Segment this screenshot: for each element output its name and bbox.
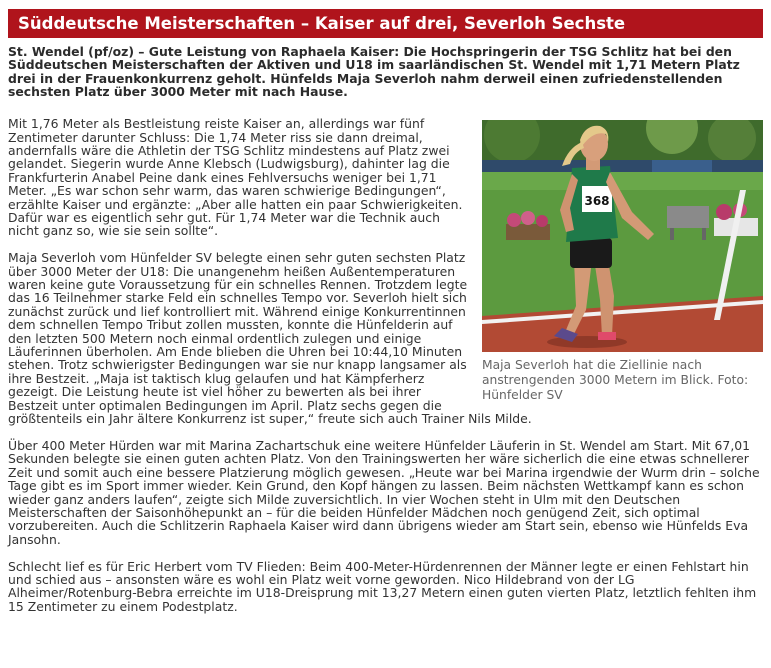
article-body (8, 117, 763, 613)
photo-caption: Maja Severloh hat die Ziellinie nach anstrengenden 3000 Metern im Blick. Foto: Hünfelder SV (482, 358, 749, 403)
article-page (0, 9, 771, 668)
article-lead: St. Wendel (pf/oz) – Gute Leistung von Raphaela Kaiser: Die Hochspringerin der TSG Schlitz hat bei den Süddeutschen Meisterschaften der Aktiven und U18 im saarländischen St. Wendel mit 1,71 Metern Platz drei in der Frauenkonkurrenz geholt. Hünfelds Maja Severloh nahm derweil einen zufriedenstellenden sechsten Platz über 3000 Meter mit nach Hause. (8, 44, 740, 99)
bib-number: 368 (584, 194, 610, 209)
article-photo[interactable] (482, 120, 763, 352)
article-headline: Süddeutsche Meisterschaften – Kaiser auf drei, Severloh Sechste (8, 9, 763, 38)
paragraph-1: Mit 1,76 Meter als Bestleistung reiste Kaiser an, allerdings war fünf Zentimeter darunter Schluss: Die 1,74 Meter riss sie dann dreimal, andernfalls wäre die Athletin der TSG Schlitz mindestens auf Platz zwei gelandet. Siegerin wurde Anne Klebsch (Ludwigsburg), dahinter lag die Frankfurterin Anabel Peine dank eines Fehlversuchs weniger bei 1,71 Meter. „Es war schon sehr warm, das waren schwierige Bedingungen“, erzählte Kaiser und ergänzte: „Aber alle hatten ein paar Schwierigkeiten. Dafür war es eigentlich sehr gut. Für 1,74 Meter war die Technik auch nicht ganz so, wie sie sein sollte“. (8, 116, 463, 239)
paragraph-4: Schlecht lief es für Eric Herbert vom TV Flieden: Beim 400-Meter-Hürdenrennen der Männer legte er einen Fehlstart hin und schied aus – ansonsten wäre es wohl ein Platz weit vorne geworden. Nico Hildebrand von der LG Alheimer/Rotenburg-Bebra erreichte im U18-Dreisprung mit 13,27 Metern einen guten vierten Platz, letztlich fehlten ihm 15 Zentimeter zu einem Podestplatz. (8, 558, 757, 614)
article-figure (482, 120, 763, 403)
paragraph-3: Über 400 Meter Hürden war mit Marina Zachartschuk eine weitere Hünfelder Läuferin in St. Wendel am Start. Mit 67,01 Sekunden belegte sie einen guten achten Platz. Von den Trainingswerten her wäre sicherlich die eine etwas schnellerer Zeit und somit auch eine bessere Platzierung möglich gewesen. „Heute war bei Marina irgendwie der Wurm drin – solche Tage gibt es im Sport immer wieder. Kein Grund, den Kopf hängen zu lassen. Beim nächsten Wettkampf kann es schon wieder ganz anders laufen“, zeigte sich Milde zuversichtlich. In vier Wochen steht in Ulm mit den Deutschen Meisterschaften der Saisonhöhepunkt an – für die beiden Hünfelder Mädchen noch genügend Zeit, sich optimal vorzubereiten. Auch die Schlitzerin Raphaela Kaiser wird dann übrigens wieder am Start sein, ebenso wie Hünfelds Eva Jansohn. (8, 437, 760, 547)
runner-photo-illustration (482, 120, 763, 352)
paragraph-2: Maja Severloh vom Hünfelder SV belegte einen sehr guten sechsten Platz über 3000 Meter der U18: Die unangenehm heißen Außentemperaturen waren keine gute Voraussetzung für ein schnelles Rennen. Trotzdem legte das 16 Teilnehmer starke Feld ein schnelles Tempo vor. Severloh hielt sich zunächst zurück und lief kontrolliert mit. Während einige Konkurrentinnen dem schnellen Tempo Tribut zollen mussten, konnte die Hünfelderin auf den letzten 500 Metern noch einmal ordentlich zulegen und einige Läuferinnen überholen. Am Ende blieben die Uhren bei 10:44,10 Minuten stehen. Trotz schwierigster Bedingungen war sie nur knapp langsamer als ihre Bestzeit. „Maja ist taktisch klug gelaufen und hat Kämpferherz gezeigt. Die Leistung heute ist viel höher zu bewerten als bei ihrer Bestzeit unter optimalen Bedingungen im April. Platz sechs gegen die größtenteils ein Jahr ältere Konkurrenz ist super,“ freute sich auch Trainer Nils Milde. (8, 250, 532, 427)
